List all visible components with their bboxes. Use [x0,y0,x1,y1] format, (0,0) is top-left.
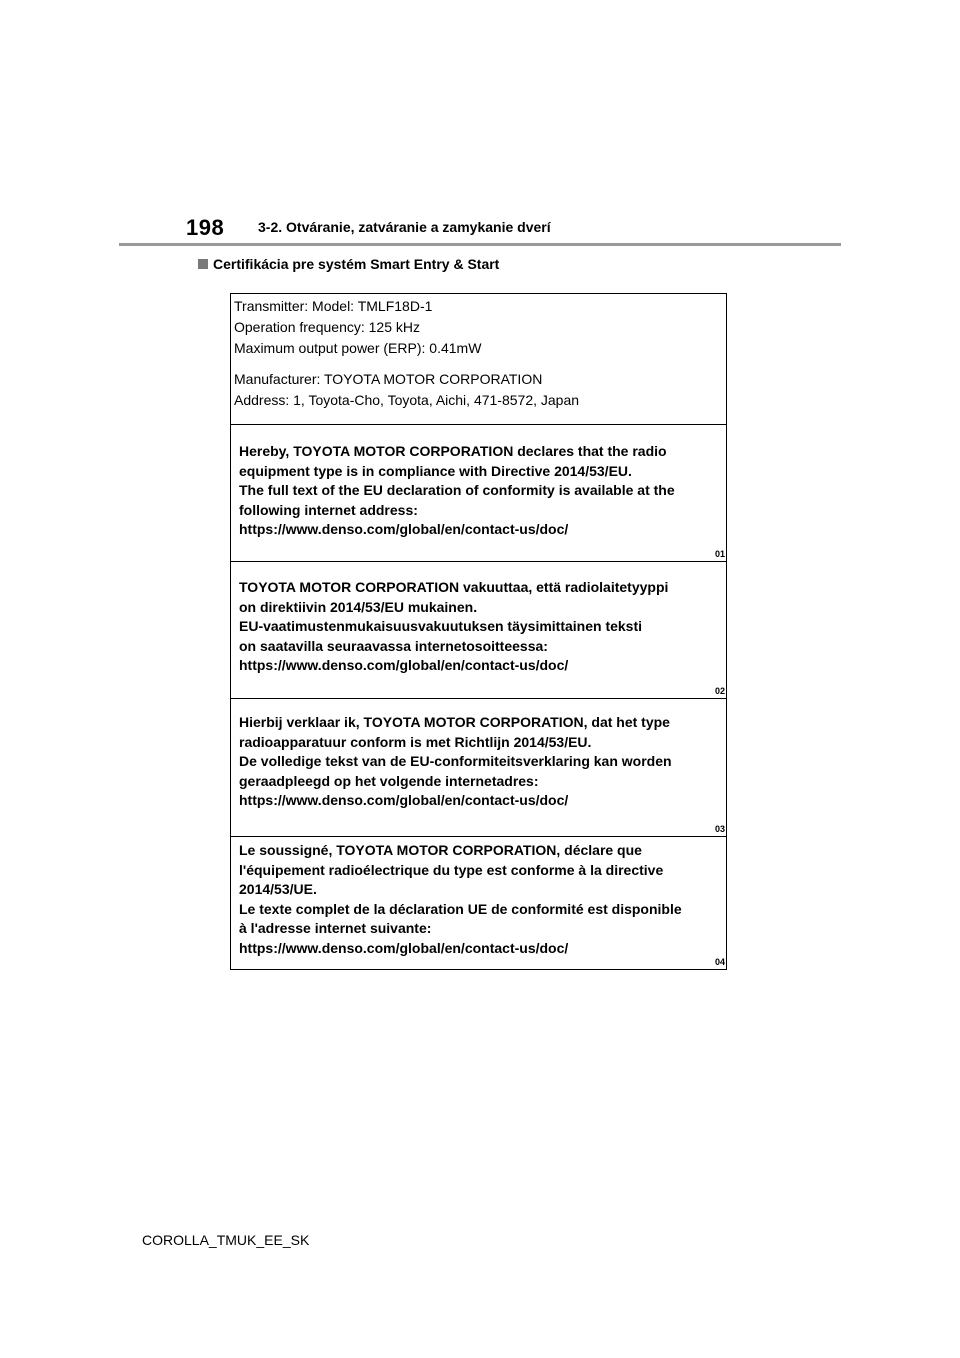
declaration-code: 01 [714,549,725,559]
declaration-code: 03 [714,824,725,834]
declaration-line: 2014/53/UE. [239,881,317,897]
divider [231,561,726,562]
section-heading [198,256,499,272]
declaration-code: 02 [714,686,725,696]
manufacturer: Manufacturer: TOYOTA MOTOR CORPORATION [234,371,543,387]
declaration-line: geraadpleegd op het volgende internetadres: [239,772,539,789]
declaration-line: on direktiivin 2014/53/EU mukainen. [239,598,478,615]
certificate-box [230,293,727,970]
transmitter-model: Transmitter: Model: TMLF18D-1 [234,298,433,314]
declaration-line: following internet address: [239,501,418,518]
header-rule [119,243,841,246]
divider [231,424,726,425]
output-power: Maximum output power (ERP): 0.41mW [234,340,482,356]
declaration-line: Le soussigné, TOYOTA MOTOR CORPORATION, déclare que [239,842,642,858]
declaration-line: à l'adresse internet suivante: [239,920,432,936]
declaration-line: radioapparatuur conform is met Richtlijn 2014/53/EU. [239,733,592,750]
declaration-code: 04 [714,957,725,967]
address: Address: 1, Toyota-Cho, Toyota, Aichi, 471-8572, Japan [234,392,580,408]
transmitter-info [231,294,726,424]
declaration-line: Hereby, TOYOTA MOTOR CORPORATION declares that the radio [239,443,667,459]
declaration-url: https://www.denso.com/global/en/contact-us/doc/ [239,521,569,537]
declaration-line: The full text of the EU declaration of conformity is available at the [239,482,675,498]
declaration-url: https://www.denso.com/global/en/contact-us/doc/ [239,792,569,808]
square-bullet-icon [198,259,208,269]
declaration-line: on saatavilla seuraavassa internetosoitteessa: [239,637,548,654]
declaration-english [239,442,716,540]
divider [231,836,726,837]
page-number: 198 [186,215,225,240]
footer-doc-id: COROLLA_TMUK_EE_SK [142,1232,310,1248]
declaration-url: https://www.denso.com/global/en/contact-us/doc/ [239,939,569,956]
declaration-line: Hierbij verklaar ik, TOYOTA MOTOR CORPORATION, dat het type [239,714,670,730]
declaration-line: l'équipement radioélectrique du type est conforme à la directive [239,861,664,878]
declaration-line: TOYOTA MOTOR CORPORATION vakuuttaa, että radiolaitetyyppi [239,579,669,595]
declaration-line: equipment type is in compliance with Directive 2014/53/EU. [239,462,632,479]
operation-frequency: Operation frequency: 125 kHz [234,319,420,335]
declaration-finnish [239,578,716,676]
declaration-french [239,841,716,958]
declaration-dutch [239,713,716,811]
declaration-line: EU-vaatimustenmukaisuusvakuutuksen täysimittainen teksti [239,618,643,634]
declaration-line: Le texte complet de la déclaration UE de conformité est disponible [239,900,682,917]
chapter-title: 3-2. Otváranie, zatváranie a zamykanie dverí [258,219,551,235]
divider [231,698,726,699]
section-heading-text: Certifikácia pre systém Smart Entry & Start [213,256,500,272]
declaration-line: De volledige tekst van de EU-conformiteitsverklaring kan worden [239,753,672,769]
declaration-url: https://www.denso.com/global/en/contact-us/doc/ [239,657,569,673]
